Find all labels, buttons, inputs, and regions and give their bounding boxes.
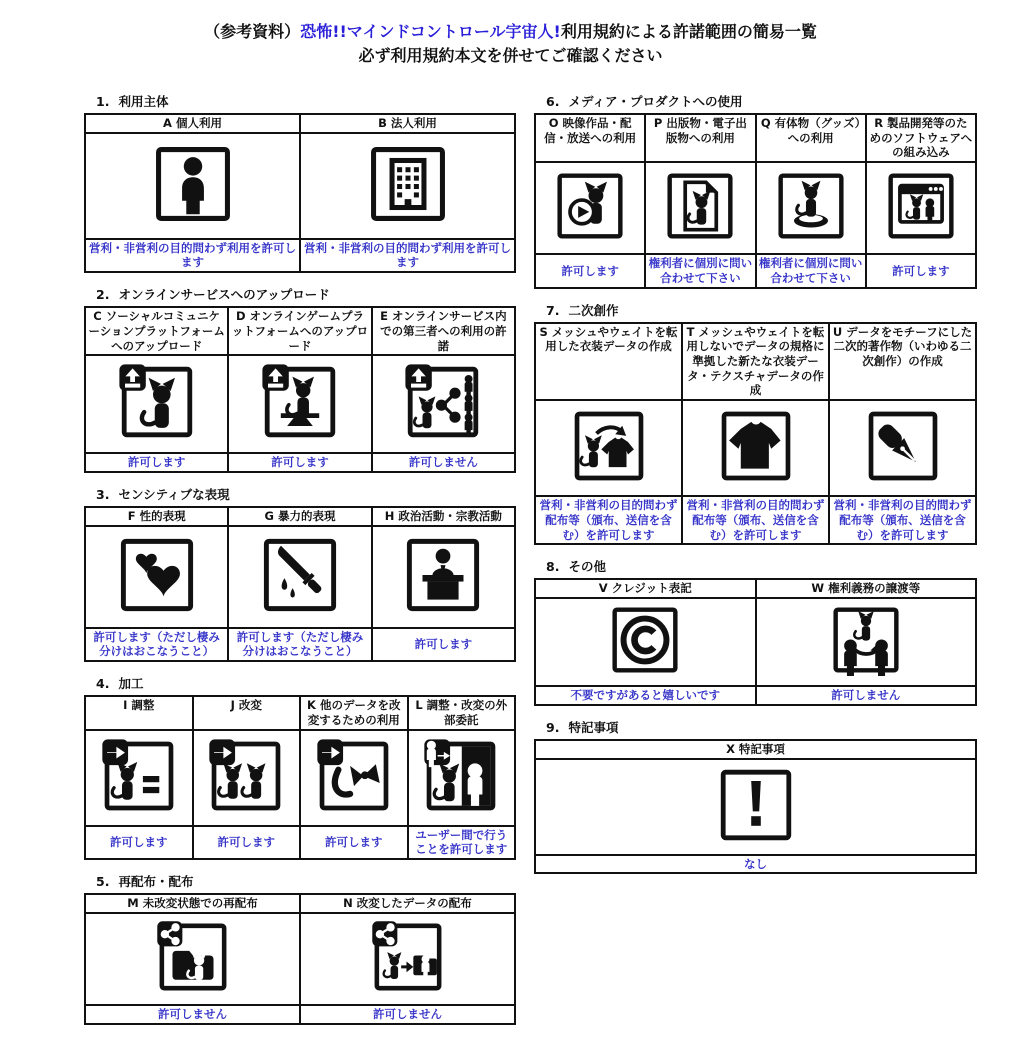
item-header: P 出版物・電子出版物への利用 — [645, 114, 755, 162]
item-icon-cell — [228, 355, 371, 453]
section-title: 利用主体 — [118, 94, 169, 109]
hearts-icon — [116, 534, 198, 616]
item-header: D オンラインゲームプラットフォームへのアップロード — [228, 307, 371, 355]
section-number: 8. — [546, 559, 560, 575]
item-icon-cell — [645, 162, 755, 254]
item-icon-cell — [756, 162, 866, 254]
costume-from-cat-icon — [570, 407, 648, 485]
section-number: 4. — [96, 676, 110, 692]
item-result: 営利・非営利の目的問わず利用を許可します — [85, 239, 300, 272]
section-table — [84, 306, 516, 473]
title-line-2: 必ず利用規約本文を併せてご確認ください — [358, 46, 663, 65]
section-heading — [546, 92, 977, 110]
item-header: A 個人利用 — [85, 114, 300, 133]
item-header: R 製品開発等のためのソフトウェアへの組み込み — [866, 114, 976, 162]
section-title: 特記事項 — [568, 719, 619, 735]
item-icon-cell — [866, 162, 976, 254]
section-heading — [96, 674, 516, 692]
section-number: 1. — [96, 94, 110, 109]
section-heading — [96, 485, 516, 503]
upload-game-icon — [260, 362, 340, 442]
item-icon-cell — [372, 355, 515, 453]
item-result: 許可します — [193, 826, 301, 859]
section-6 — [534, 92, 977, 289]
redistribute-folder-icon — [155, 919, 231, 995]
section-number: 2. — [96, 287, 110, 303]
item-header: W 権利義務の譲渡等 — [756, 579, 977, 598]
item-result: 権利者に個別に問い合わせて下さい — [756, 254, 866, 287]
costume-icon — [717, 407, 795, 485]
section-table — [84, 113, 516, 273]
item-header: J 改変 — [193, 696, 301, 729]
item-header: F 性的表現 — [85, 507, 228, 526]
title-line-1 — [0, 20, 1021, 44]
item-result: 許可します — [228, 453, 371, 472]
item-header: K 他のデータを改変するための利用 — [300, 696, 408, 729]
item-header: T メッシュやウェイトを転用しないでデータの規格に準拠した新たな衣装データ・テクスチャデータの作成 — [682, 323, 829, 401]
copyright-icon — [608, 603, 682, 677]
section-heading — [546, 557, 977, 575]
section-table — [84, 695, 516, 860]
section-2 — [84, 285, 516, 473]
section-5 — [84, 872, 516, 1024]
item-result: なし — [535, 855, 976, 874]
section-table — [534, 113, 977, 289]
item-header: M 未改変状態での再配布 — [85, 894, 300, 913]
transfer-rights-icon — [829, 603, 903, 677]
item-result: 許可しません — [85, 1005, 300, 1024]
section-number: 9. — [546, 719, 560, 735]
section-8 — [534, 557, 977, 705]
item-icon-cell — [85, 913, 300, 1005]
item-result: 権利者に個別に問い合わせて下さい — [645, 254, 755, 287]
item-icon-cell — [756, 598, 977, 686]
outsource-door-icon — [422, 737, 500, 815]
item-result: 許可します（ただし棲み分けはおこなうこと） — [85, 628, 228, 661]
section-title: オンラインサービスへのアップロード — [118, 287, 330, 303]
item-header: E オンラインサービス内での第三者への利用の許諾 — [372, 307, 515, 355]
section-title: 二次創作 — [568, 302, 619, 318]
section-7 — [534, 301, 977, 546]
item-icon-cell — [535, 759, 976, 855]
adjust-arrow-equals-icon — [100, 737, 178, 815]
item-result: 営利・非営利の目的問わず配布等（頒布、送信を含む）を許可します — [535, 496, 682, 544]
item-header: C ソーシャルコミュニケーションプラットフォームへのアップロード — [85, 307, 228, 355]
section-heading — [96, 285, 516, 303]
section-table — [534, 322, 977, 546]
item-header: V クレジット表記 — [535, 579, 756, 598]
section-heading — [546, 301, 977, 319]
section-number: 5. — [96, 874, 110, 890]
item-icon-cell — [535, 400, 682, 496]
item-result: 許可します — [85, 826, 193, 859]
section-1 — [84, 92, 516, 273]
item-header: Q 有体物（グッズ）への利用 — [756, 114, 866, 162]
item-header: N 改変したデータの配布 — [300, 894, 515, 913]
section-table — [534, 578, 977, 705]
item-icon-cell — [193, 730, 301, 826]
item-header: H 政治活動・宗教活動 — [372, 507, 515, 526]
pen-icon — [864, 407, 942, 485]
section-table — [84, 506, 516, 662]
item-result: 許可しません — [756, 686, 977, 705]
left-column — [84, 92, 516, 1037]
reuse-parts-bow-tail-icon — [315, 737, 393, 815]
item-result: 営利・非営利の目的問わず配布等（頒布、送信を含む）を許可します — [829, 496, 976, 544]
item-result: 許可しません — [372, 453, 515, 472]
item-icon-cell — [372, 526, 515, 628]
section-3 — [84, 485, 516, 662]
publication-document-cat-icon — [663, 169, 737, 243]
exclamation-icon — [716, 765, 796, 845]
item-icon-cell — [228, 526, 371, 628]
section-title: その他 — [568, 559, 606, 575]
item-icon-cell — [682, 400, 829, 496]
item-icon-cell — [300, 730, 408, 826]
knife-blood-icon — [259, 534, 341, 616]
title-suffix: 利用規約による許諾範囲の簡易一覧 — [560, 22, 817, 41]
item-header: O 映像作品・配信・放送への利用 — [535, 114, 645, 162]
item-result: 許可します — [300, 826, 408, 859]
item-header: B 法人利用 — [300, 114, 515, 133]
section-title: センシティブな表現 — [118, 487, 230, 503]
item-result: 許可します（ただし棲み分けはおこなうこと） — [228, 628, 371, 661]
item-result: 営利・非営利の目的問わず配布等（頒布、送信を含む）を許可します — [682, 496, 829, 544]
section-number: 6. — [546, 94, 560, 109]
item-icon-cell — [535, 162, 645, 254]
section-number: 3. — [96, 487, 110, 503]
upload-share-users-icon — [403, 362, 483, 442]
item-icon-cell — [408, 730, 516, 826]
item-result: 許可します — [866, 254, 976, 287]
item-header: X 特記事項 — [535, 740, 976, 759]
item-icon-cell — [85, 133, 300, 239]
video-play-cat-icon — [553, 169, 627, 243]
upload-cat-icon — [117, 362, 197, 442]
section-table — [534, 739, 977, 874]
section-heading — [546, 718, 977, 736]
title-prefix: （参考資料） — [204, 22, 301, 41]
item-result: 不要ですがあると嬉しいです — [535, 686, 756, 705]
distribute-modified-folder-icon — [370, 919, 446, 995]
item-result: 許可します — [372, 628, 515, 661]
item-header: L 調整・改変の外部委託 — [408, 696, 516, 729]
software-window-cat-icon — [884, 169, 958, 243]
document-title — [0, 0, 1021, 68]
item-icon-cell — [300, 913, 515, 1005]
modify-two-cats-icon — [207, 737, 285, 815]
item-result: 営利・非営利の目的問わず利用を許可します — [300, 239, 515, 272]
item-result: 許可しません — [300, 1005, 515, 1024]
item-icon-cell — [85, 730, 193, 826]
section-title: 加工 — [118, 676, 144, 692]
section-heading — [96, 92, 516, 110]
section-9 — [534, 718, 977, 874]
item-icon-cell — [535, 598, 756, 686]
item-header: U データをモチーフにした二次的著作物（いわゆる二次創作）の作成 — [829, 323, 976, 401]
podium-speaker-icon — [402, 534, 484, 616]
item-icon-cell — [300, 133, 515, 239]
content-columns — [84, 92, 1021, 1037]
right-column — [534, 92, 977, 886]
item-icon-cell — [85, 526, 228, 628]
item-header: I 調整 — [85, 696, 193, 729]
item-header: G 暴力的表現 — [228, 507, 371, 526]
section-table — [84, 893, 516, 1024]
item-icon-cell — [829, 400, 976, 496]
building-icon — [366, 142, 450, 226]
person-icon — [151, 142, 235, 226]
item-result: ユーザー間で行うことを許可します — [408, 826, 516, 859]
item-icon-cell — [85, 355, 228, 453]
title-work-name: 恐怖!!マインドコントロール宇宙人! — [300, 22, 561, 41]
section-title: 再配布・配布 — [118, 874, 194, 890]
figurine-pedestal-cat-icon — [774, 169, 848, 243]
item-result: 許可します — [535, 254, 645, 287]
item-result: 許可します — [85, 453, 228, 472]
section-number: 7. — [546, 302, 560, 318]
section-heading — [96, 872, 516, 890]
item-header: S メッシュやウェイトを転用した衣装データの作成 — [535, 323, 682, 401]
section-4 — [84, 674, 516, 860]
section-title: メディア・プロダクトへの使用 — [568, 94, 743, 109]
